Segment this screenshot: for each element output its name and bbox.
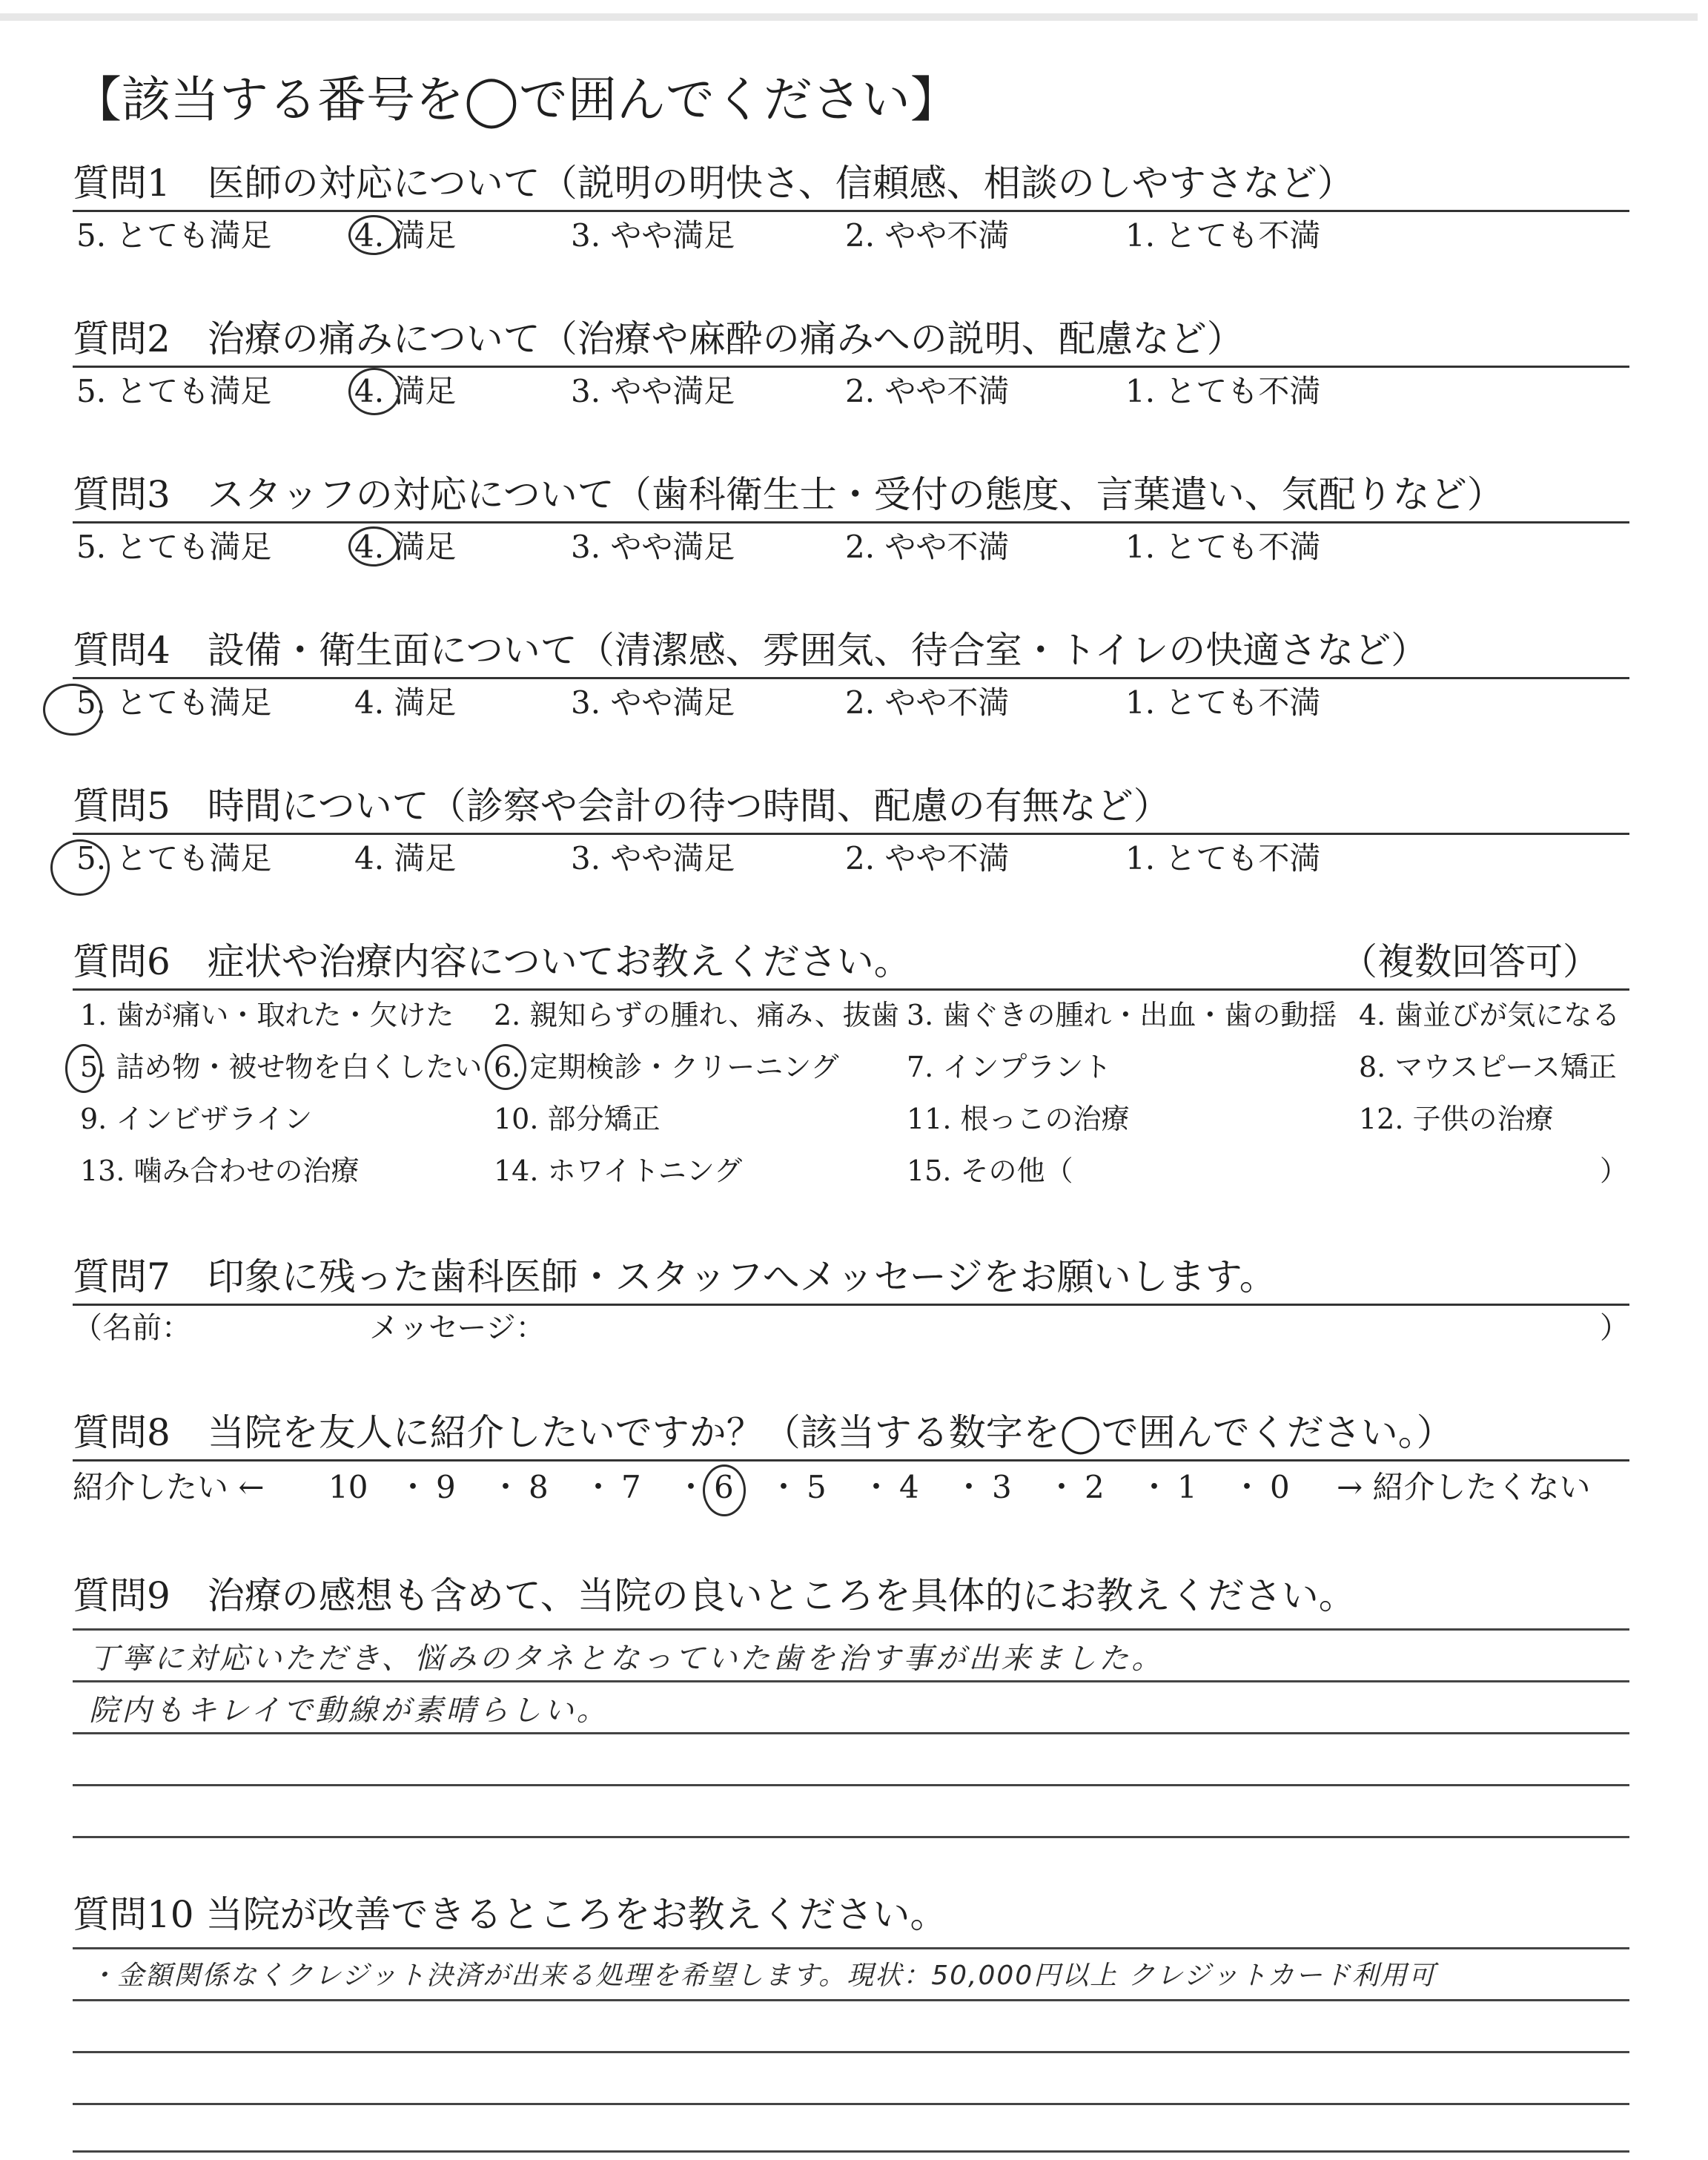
symptom-option-11[interactable]: 11. 根っこの治療 <box>907 1103 1130 1135</box>
scale-value[interactable]: 7 <box>621 1469 641 1505</box>
option-3[interactable]: 3. やや満足 <box>571 373 735 409</box>
answer-line <box>73 1628 1629 1631</box>
question-title <box>73 938 1629 985</box>
option-5[interactable]: 5. とても満足 <box>76 529 272 565</box>
answer-line <box>73 1784 1629 1786</box>
scale-dot: ・ <box>1139 1469 1171 1505</box>
message-row <box>73 1306 1629 1350</box>
option-4[interactable]: 4. 満足 <box>354 373 457 409</box>
scale-dot: ・ <box>1046 1469 1078 1505</box>
rating-options <box>73 212 1629 257</box>
referral-scale <box>73 1462 1629 1513</box>
option-2[interactable]: 2. やや不満 <box>845 684 1010 721</box>
handwritten-circle-mark <box>65 1044 102 1093</box>
symptom-option-3[interactable]: 3. 歯ぐきの腫れ・出血・歯の動揺 <box>907 999 1337 1031</box>
option-5[interactable]: 5. とても満足 <box>76 217 272 254</box>
symptom-option-2[interactable]: 2. 親知らずの腫れ、痛み、抜歯 <box>494 999 899 1031</box>
symptom-option-7[interactable]: 7. インプラント <box>907 1051 1112 1083</box>
symptom-option-6[interactable]: 6. 定期検診・クリーニング <box>494 1051 839 1083</box>
name-label: （名前： <box>73 1311 191 1345</box>
option-1[interactable]: 1. とても不満 <box>1125 217 1321 254</box>
symptom-option-12[interactable]: 12. 子供の治療 <box>1359 1103 1554 1135</box>
question-7 <box>73 1253 1629 1350</box>
message-close-paren: ） <box>1600 1311 1629 1345</box>
option-5[interactable]: 5. とても満足 <box>76 373 272 409</box>
scale-value[interactable]: 2 <box>1085 1469 1105 1505</box>
message-label: メッセージ： <box>369 1311 546 1345</box>
scale-value[interactable]: 3 <box>992 1469 1012 1505</box>
option-2[interactable]: 2. やや不満 <box>845 529 1010 565</box>
option-1[interactable]: 1. とても不満 <box>1125 684 1321 721</box>
question-6-text: 質問6 症状や治療内容についてお教えください。 <box>73 940 911 983</box>
scale-dot: ・ <box>861 1469 893 1505</box>
answer-line <box>73 1680 1629 1682</box>
handwritten-circle-mark <box>43 684 102 736</box>
question-title: 質問1 医師の対応について（説明の明快さ、信頼感、相談のしやすさなど） <box>73 162 1354 205</box>
symptom-option-4[interactable]: 4. 歯並びが気になる <box>1359 999 1621 1031</box>
question-title: 質問7 印象に残った歯科医師・スタッフへメッセージをお願いします。 <box>73 1255 1277 1298</box>
option-2[interactable]: 2. やや不満 <box>845 217 1010 254</box>
rating-options <box>73 524 1629 568</box>
symptom-option-1[interactable]: 1. 歯が痛い・取れた・欠けた <box>80 999 454 1031</box>
scale-value[interactable]: 5 <box>807 1469 827 1505</box>
option-4[interactable]: 4. 満足 <box>354 217 457 254</box>
answer-line <box>73 1947 1629 1949</box>
other-close-paren: ） <box>1600 1155 1629 1187</box>
divider <box>73 988 1629 991</box>
answer-line <box>73 1999 1629 2001</box>
handwritten-circle-mark <box>485 1044 526 1090</box>
option-3[interactable]: 3. やや満足 <box>571 840 735 876</box>
handwritten-circle-mark <box>348 368 400 415</box>
option-1[interactable]: 1. とても不満 <box>1125 840 1321 876</box>
handwritten-circle-mark <box>50 839 110 896</box>
question-title: 質問5 時間について（診察や会計の待つ時間、配慮の有無など） <box>73 785 1171 828</box>
scan-edge <box>0 13 1698 21</box>
option-3[interactable]: 3. やや満足 <box>571 684 735 721</box>
question-1 <box>73 159 1629 257</box>
symptom-option-13[interactable]: 13. 噛み合わせの治療 <box>80 1155 360 1187</box>
question-title: 質問10 当院が改善できるところをお教えください。 <box>73 1893 947 1936</box>
multiple-answer-note: （複数回答可） <box>1340 940 1600 983</box>
scale-dot: ・ <box>768 1469 800 1505</box>
scale-value[interactable]: 1 <box>1177 1469 1197 1505</box>
scale-right-label: → 紹介したくない <box>1337 1469 1591 1505</box>
scale-value[interactable]: 4 <box>899 1469 919 1505</box>
handwritten-answer: 丁寧に対応いただき、悩みのタネとなっていた歯を治す事が出来ました。 <box>89 1642 1165 1676</box>
symptom-option-9[interactable]: 9. インビザライン <box>80 1103 313 1135</box>
question-4 <box>73 627 1629 724</box>
handwritten-circle-mark <box>348 526 399 567</box>
option-3[interactable]: 3. やや満足 <box>571 217 735 254</box>
symptom-option-14[interactable]: 14. ホワイトニング <box>494 1155 743 1187</box>
scale-value[interactable]: 0 <box>1270 1469 1290 1505</box>
question-title: 質問8 当院を友人に紹介したいですか？（該当する数字を◯で囲んでください。） <box>73 1411 1454 1454</box>
question-3 <box>73 471 1629 568</box>
scale-dot: ・ <box>953 1469 985 1505</box>
handwritten-answer: ・金額関係なくクレジット決済が出来る処理を希望します。現状：50,000円以上 クレジットカード利用可 <box>89 1961 1437 1991</box>
handwritten-answer: 院内もキレイで動線が素晴らしい。 <box>89 1694 609 1728</box>
scale-dot: ・ <box>397 1469 429 1505</box>
option-2[interactable]: 2. やや不満 <box>845 373 1010 409</box>
scale-value[interactable]: 10 <box>328 1469 368 1505</box>
rating-options <box>73 679 1629 724</box>
question-8 <box>73 1409 1629 1513</box>
scale-value[interactable]: 8 <box>529 1469 549 1505</box>
answer-line <box>73 2150 1629 2153</box>
scale-dot: ・ <box>583 1469 615 1505</box>
scale-value[interactable]: 6 <box>714 1469 734 1505</box>
answer-line <box>73 2103 1629 2105</box>
question-10 <box>73 1891 1629 1938</box>
question-title: 質問4 設備・衛生面について（清潔感、雰囲気、待合室・トイレの快適さなど） <box>73 629 1429 672</box>
option-1[interactable]: 1. とても不満 <box>1125 529 1321 565</box>
page-title: 【該当する番号を◯で囲んでください】 <box>73 71 959 128</box>
question-title: 質問9 治療の感想も含めて、当院の良いところを具体的にお教えください。 <box>73 1574 1356 1617</box>
handwritten-circle-mark <box>348 215 399 255</box>
symptom-options <box>73 997 1629 1204</box>
question-5 <box>73 782 1629 879</box>
scale-value[interactable]: 9 <box>436 1469 456 1505</box>
option-2[interactable]: 2. やや不満 <box>845 840 1010 876</box>
handwritten-circle-mark <box>703 1464 746 1516</box>
option-4[interactable]: 4. 満足 <box>354 684 457 721</box>
scale-left-label: 紹介したい ← <box>73 1469 265 1505</box>
symptom-option-5[interactable]: 5. 詰め物・被せ物を白くしたい <box>80 1051 483 1083</box>
option-4[interactable]: 4. 満足 <box>354 529 457 565</box>
scale-dot: ・ <box>1231 1469 1263 1505</box>
question-2 <box>73 315 1629 412</box>
option-5[interactable]: 5. とても満足 <box>76 840 272 876</box>
option-4[interactable]: 4. 満足 <box>354 840 457 876</box>
symptom-option-10[interactable]: 10. 部分矯正 <box>494 1103 661 1135</box>
symptom-option-8[interactable]: 8. マウスピース矯正 <box>1359 1051 1617 1083</box>
scale-dot: ・ <box>490 1469 522 1505</box>
scale-dot: ・ <box>675 1469 707 1505</box>
option-1[interactable]: 1. とても不満 <box>1125 373 1321 409</box>
option-3[interactable]: 3. やや満足 <box>571 529 735 565</box>
symptom-option-15[interactable]: 15. その他（ <box>907 1155 1073 1187</box>
question-title: 質問3 スタッフの対応について（歯科衛生士・受付の態度、言葉遣い、気配りなど） <box>73 473 1504 516</box>
question-title: 質問2 治療の痛みについて（治療や麻酔の痛みへの説明、配慮など） <box>73 317 1244 360</box>
question-6 <box>73 938 1629 1204</box>
answer-line <box>73 1732 1629 1734</box>
option-5[interactable]: 5. とても満足 <box>76 684 272 721</box>
question-9 <box>73 1572 1629 1619</box>
answer-line <box>73 2051 1629 2053</box>
rating-options <box>73 368 1629 412</box>
rating-options <box>73 835 1629 879</box>
answer-line <box>73 1836 1629 1838</box>
